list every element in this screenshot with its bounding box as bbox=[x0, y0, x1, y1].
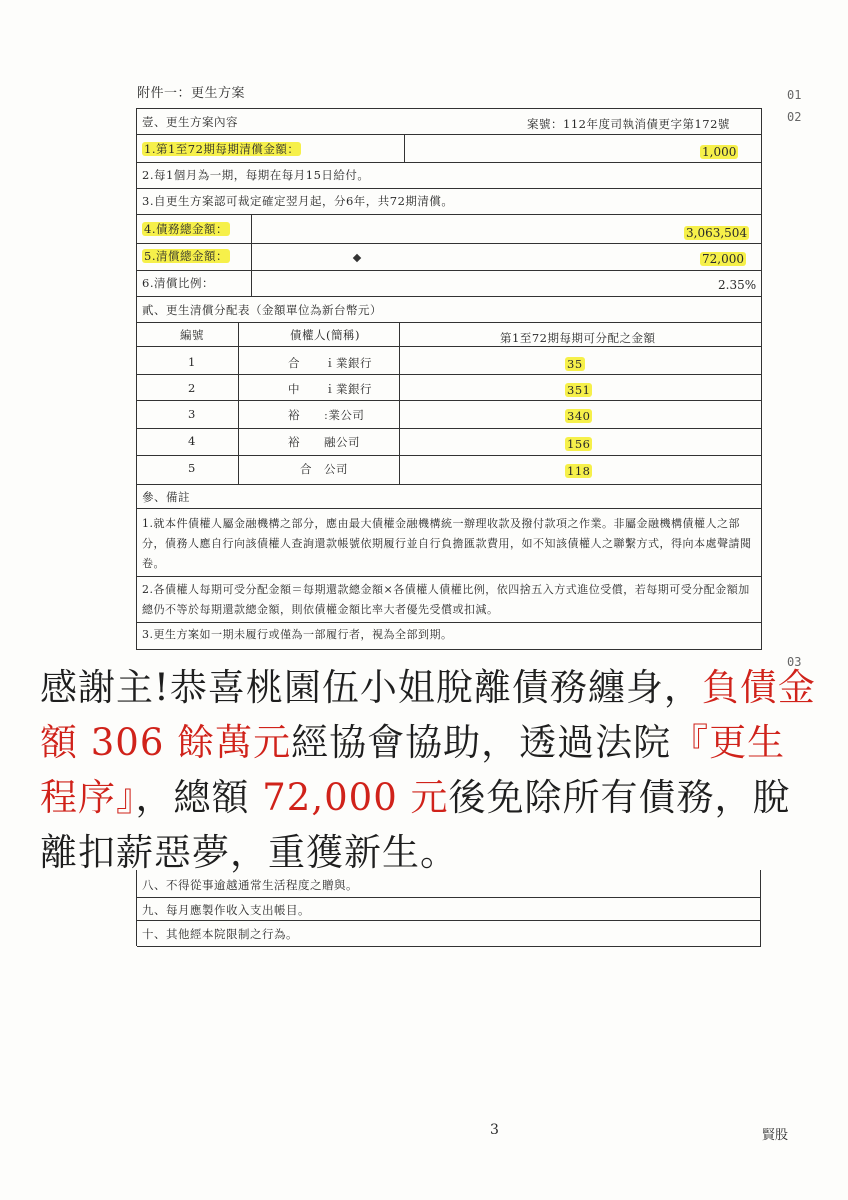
row6-label: 6.清償比例： bbox=[142, 276, 214, 290]
row6-value: 2.35% bbox=[718, 278, 757, 292]
note-3: 3.更生方案如一期未履行或僅為一部履行者，視為全部到期。 bbox=[142, 628, 453, 641]
col-header-no: 編號 bbox=[180, 328, 204, 342]
col-header-creditor: 債權人(簡稱) bbox=[290, 328, 360, 342]
creditor-amount-5: 118 bbox=[567, 464, 591, 478]
restriction-9: 九、每月應製作收入支出帳目。 bbox=[142, 903, 310, 917]
margin-code-02: 02 bbox=[787, 110, 802, 124]
restriction-8: 八、不得從事逾越通常生活程度之贈與。 bbox=[142, 878, 358, 892]
creditor-name-1: 合 ｉ業銀行 bbox=[288, 356, 372, 370]
attachment-title: 附件一：更生方案 bbox=[137, 86, 246, 101]
row4-value: 3,063,504 bbox=[686, 226, 748, 240]
row4-label: 4.債務總金額： bbox=[144, 222, 228, 236]
creditor-no-3: 3 bbox=[188, 407, 196, 421]
note-1: 1.就本件債權人屬金融機構之部分，應由最大債權金融機構統一辦理收款及撥付款項之作業。非屬金融機構債權人之部分，債務人應自行向該債權人查詢還款帳號依期履行並自行負擔匯款費用，如不知該債權人之聯繫方式，得向本處聲請閱卷。 bbox=[142, 517, 752, 570]
restriction-10: 十、其他經本院限制之行為。 bbox=[142, 927, 298, 941]
creditor-name-3: 裕 ː業公司 bbox=[288, 408, 365, 422]
row1-label: 1.第1至72期每期清償金額： bbox=[144, 142, 300, 156]
announcement-text: 感謝主!恭喜桃園伍小姐脫離債務纏身，負債金額 306 餘萬元經協會協助，透過法院『更生程序』，總額 72,000 元後免除所有債務，脫離扣薪惡夢，重獲新生。 bbox=[40, 666, 816, 874]
creditor-amount-1: 35 bbox=[567, 357, 583, 371]
row5-value: 72,000 bbox=[702, 252, 744, 266]
case-number: 案號：112年度司執消債更字第172號 bbox=[527, 117, 730, 131]
creditor-no-2: 2 bbox=[188, 381, 196, 395]
creditor-no-4: 4 bbox=[188, 434, 196, 448]
creditor-no-5: 5 bbox=[188, 461, 196, 475]
section2-title: 貳、更生清償分配表（金額單位為新台幣元） bbox=[142, 303, 382, 317]
creditor-amount-4: 156 bbox=[567, 437, 591, 451]
row3-label: 3.自更生方案認可裁定確定翌月起，分6年，共72期清償。 bbox=[142, 194, 454, 208]
creditor-name-2: 中 ｉ業銀行 bbox=[288, 382, 372, 396]
col-header-amount: 第1至72期每期可分配之金額 bbox=[500, 331, 656, 345]
section3-title: 參、備註 bbox=[142, 490, 190, 504]
section1-title: 壹、更生方案內容 bbox=[142, 115, 238, 129]
division-label: 賢股 bbox=[762, 1128, 789, 1143]
row5-label: 5.清償總金額： bbox=[144, 249, 228, 263]
row2-label: 2.每1個月為一期，每期在每月15日給付。 bbox=[142, 168, 370, 182]
note-2: 2.各債權人每期可受分配金額＝每期還款總金額×各債權人債權比例，依四捨五入方式進位受償，若每期可受分配金額加總仍不等於每期還款總金額，則依債權金額比率大者優先受償或扣減。 bbox=[142, 583, 750, 616]
creditor-name-4: 裕 融公司 bbox=[288, 435, 360, 449]
creditor-amount-3: 340 bbox=[567, 409, 591, 423]
creditor-name-5: 合 公司 bbox=[300, 462, 348, 476]
margin-code-01: 01 bbox=[787, 88, 802, 102]
creditor-amount-2: 351 bbox=[567, 383, 591, 397]
margin-code-03: 03 bbox=[787, 655, 802, 669]
row1-value: 1,000 bbox=[702, 145, 737, 159]
page-number: 3 bbox=[490, 1122, 499, 1138]
creditor-no-1: 1 bbox=[188, 355, 196, 369]
